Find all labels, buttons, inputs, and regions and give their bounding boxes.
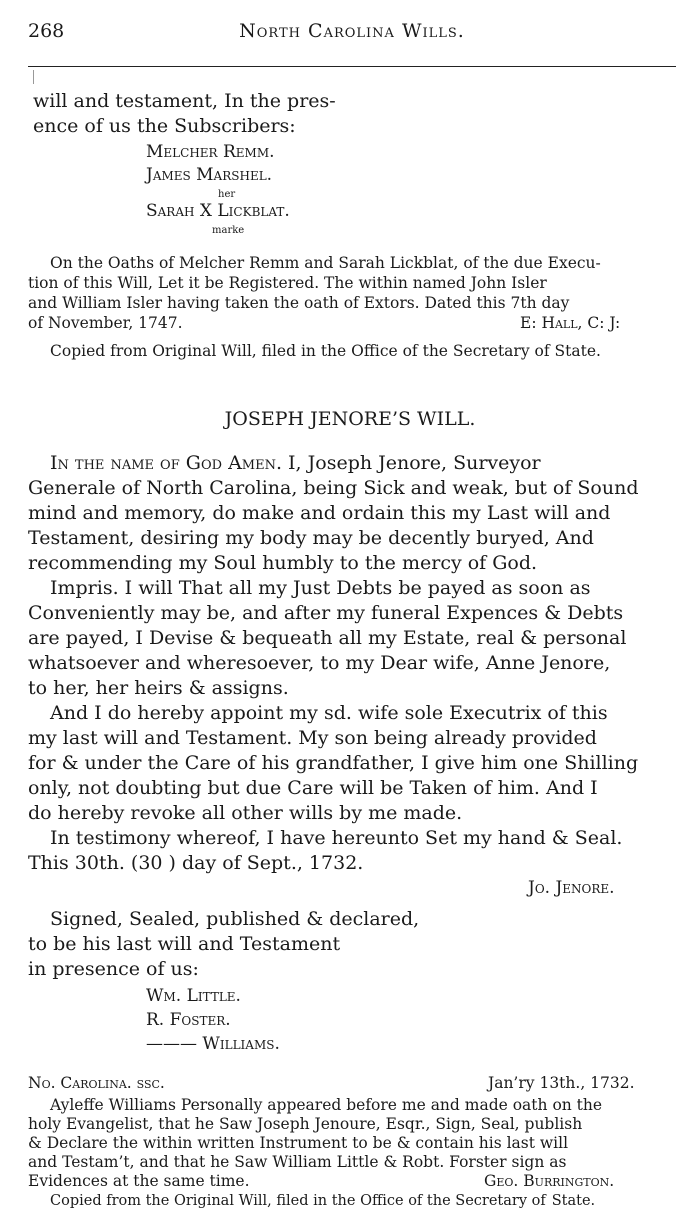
testator-signature: Jo. Jenore. — [528, 878, 615, 898]
body-line: ence of us the Subscribers: — [33, 115, 296, 137]
will-opening — [50, 452, 541, 474]
witness-name: Wm. Little. — [146, 986, 241, 1006]
copied-note: Copied from Original Will, filed in the Office of the Secretary of State. — [50, 342, 601, 360]
witness-name: R. Foster. — [146, 1010, 231, 1030]
will-line: In testimony whereof, I have hereunto Set my hand & Seal. — [50, 827, 623, 849]
will-line: to her, her heirs & assigns. — [28, 677, 289, 699]
oath-line: Evidences at the same time. — [28, 1172, 250, 1190]
header-rule — [28, 66, 676, 67]
oath-line: Ayleffe Williams Personally appeared before me and made oath on the — [50, 1096, 603, 1114]
probate-line: of November, 1747. — [28, 314, 183, 332]
will-line: This 30th. (30 ) day of Sept., 1732. — [28, 852, 364, 874]
will-line: Conveniently may be, and after my funeral Expences & Debts — [28, 602, 624, 624]
probate-line: On the Oaths of Melcher Remm and Sarah Lickblat, of the due Execu- — [50, 254, 601, 272]
mark-note: marke — [212, 225, 245, 236]
governor-signature: Geo. Burrington. — [484, 1172, 615, 1190]
oath-line: holy Evangelist, that he Saw Joseph Jenoure, Esqr., Sign, Seal, publish — [28, 1115, 583, 1133]
mark-note: her — [218, 189, 236, 200]
venue: No. Carolina. ssc. — [28, 1074, 165, 1092]
margin-mark — [33, 70, 40, 84]
probate-line: tion of this Will, Let it be Registered. The within named John Isler — [28, 274, 547, 292]
copied-note: Copied from the Original Will, filed in the Office of the Secretary of — [50, 1193, 546, 1209]
oath-line: and Testam’t, and that he Saw William Little & Robt. Forster sign as — [28, 1153, 567, 1171]
will-line: mind and memory, do make and ordain this my Last will and — [28, 502, 611, 524]
venue-date: Jan’ry 13th., 1732. — [488, 1074, 635, 1092]
opening-rest: I, Joseph Jenore, Surveyor — [282, 452, 541, 474]
attest-line: in presence of us: — [28, 958, 199, 980]
will-line: are payed, I Devise & bequeath all my Estate, real & personal — [28, 627, 627, 649]
will-line: And I do hereby appoint my sd. wife sole Executrix of this — [50, 702, 608, 724]
will-line: my last will and Testament. My son being already provided — [28, 727, 597, 749]
attest-line: to be his last will and Testament — [28, 933, 341, 955]
will-line: Generale of North Carolina, being Sick and weak, but of Sound — [28, 477, 639, 499]
will-line: only, not doubting but due Care will be Taken of him. And I — [28, 777, 598, 799]
will-line: for & under the Care of his grandfather, I give him one Shilling — [28, 752, 639, 774]
running-title: North Carolina Wills. — [239, 20, 465, 42]
will-line: Testament, desiring my body may be decently buryed, And — [28, 527, 594, 549]
copied-note-end: State. — [551, 1193, 596, 1209]
oath-line: & Declare the within written Instrument to be & contain his last will — [28, 1134, 569, 1152]
body-line: will and testament, In the pres- — [33, 90, 336, 112]
witness-name: Melcher Remm. — [146, 142, 275, 162]
witness-name: Sarah X Lickblat. — [146, 201, 290, 221]
clerk-signature: E: Hall, C: J: — [520, 314, 621, 332]
witness-name: ——— Williams. — [146, 1034, 280, 1054]
will-title: JOSEPH JENORE’S WILL. — [224, 408, 476, 430]
will-line: whatsoever and wheresoever, to my Dear wife, Anne Jenore, — [28, 652, 611, 674]
attest-line: Signed, Sealed, published & declared, — [50, 908, 420, 930]
page-number: 268 — [28, 20, 65, 42]
will-line: recommending my Soul humbly to the mercy of God. — [28, 552, 538, 574]
witness-name: James Marshel. — [146, 165, 273, 185]
probate-line: and William Isler having taken the oath of Extors. Dated this 7th day — [28, 294, 570, 312]
will-line: do hereby revoke all other wills by me made. — [28, 802, 463, 824]
page-header — [28, 20, 676, 50]
opening-smallcaps: In the name of God Amen. — [50, 452, 283, 474]
will-line: Impris. I will That all my Just Debts be payed as soon as — [50, 577, 591, 599]
